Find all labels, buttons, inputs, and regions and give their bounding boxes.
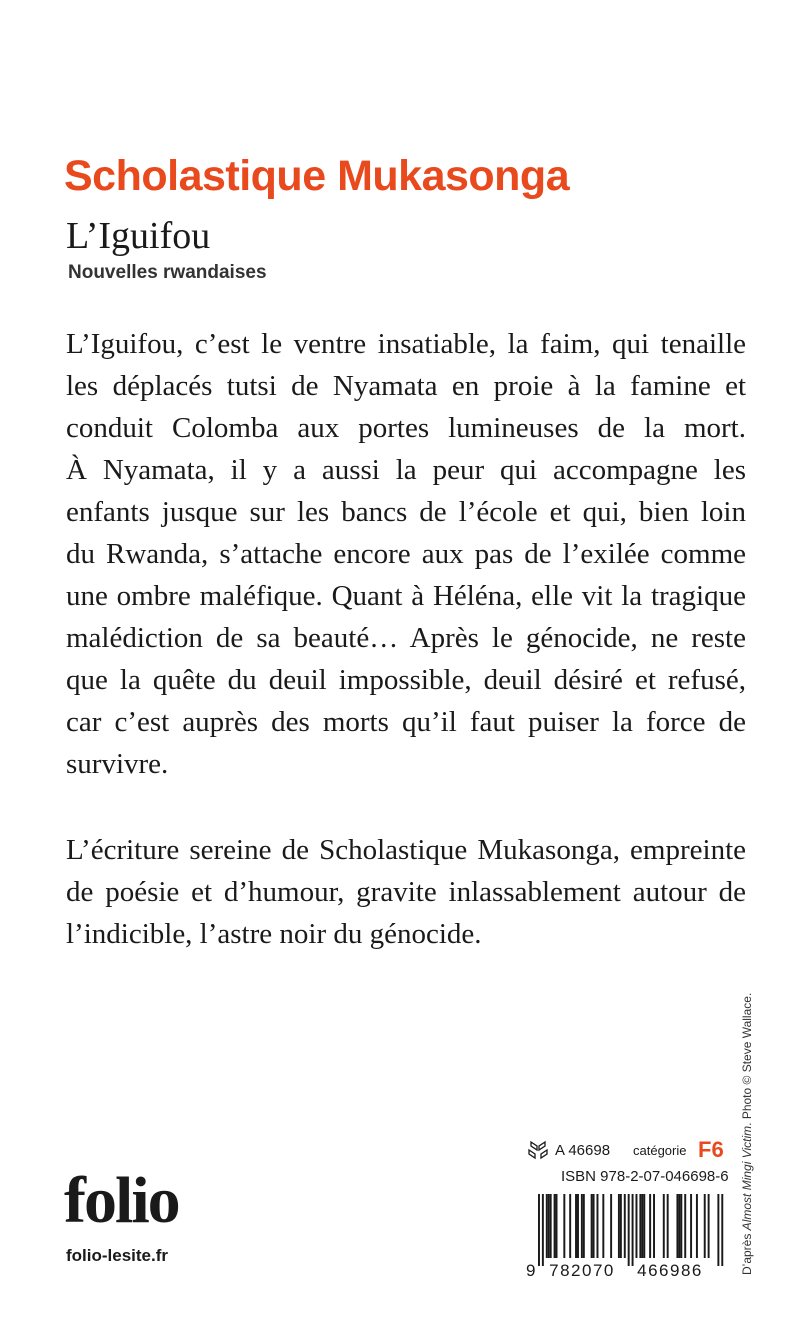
blurb-line: que la quête du deuil impossible, deuil désiré et refusé, <box>66 664 746 696</box>
barcode-bar <box>548 1194 550 1258</box>
folio-logo: folio <box>64 1164 179 1237</box>
barcode-bar <box>717 1194 719 1266</box>
barcode-right-digits: 466986 <box>637 1261 703 1280</box>
publisher-website: folio-lesite.fr <box>66 1246 169 1265</box>
blurb-paragraph-2 <box>66 829 746 955</box>
book-stack-icon <box>527 1140 549 1160</box>
blurb-line: conduit Colomba aux portes lumineuses de la mort. <box>66 412 746 444</box>
barcode-bar <box>632 1194 634 1266</box>
barcode-bar <box>546 1194 548 1258</box>
barcode-bar <box>639 1194 641 1258</box>
isbn: ISBN 978-2-07-046698-6 <box>561 1168 729 1185</box>
barcode-bar <box>696 1194 698 1258</box>
barcode-bar <box>581 1194 583 1258</box>
barcode-bar <box>538 1194 540 1266</box>
barcode-bar <box>628 1194 630 1266</box>
credit-work: Almost Mingi Victim <box>740 1125 754 1231</box>
blurb-line: de poésie et d’humour, gravite inlassablement autour de <box>66 876 746 908</box>
barcode-bar <box>684 1194 686 1258</box>
blurb-line: survivre. <box>66 748 169 780</box>
barcode-bar <box>663 1194 665 1258</box>
catalog-code: A 46698 <box>555 1142 611 1159</box>
barcode-bar <box>643 1194 645 1258</box>
barcode-bar <box>597 1194 599 1258</box>
barcode-graphic <box>524 1192 724 1282</box>
credit-prefix: D’après <box>740 1230 754 1275</box>
barcode-bar <box>620 1194 622 1258</box>
barcode <box>524 1192 724 1282</box>
barcode-bar <box>610 1194 612 1258</box>
barcode-bar <box>575 1194 577 1258</box>
barcode-bar <box>563 1194 565 1258</box>
blurb-line: l’indicible, l’astre noir du génocide. <box>66 918 482 950</box>
barcode-bar <box>704 1194 706 1258</box>
blurb-line: À Nyamata, il y a aussi la peur qui accompagne les <box>66 454 746 486</box>
category-label: catégorie <box>633 1143 687 1158</box>
barcode-bar <box>676 1194 678 1258</box>
barcode-bar <box>591 1194 593 1258</box>
category-value: F6 <box>698 1137 724 1162</box>
catalog-code-line <box>527 1137 722 1163</box>
barcode-bar <box>542 1194 544 1266</box>
blurb-paragraph-1 <box>66 323 746 785</box>
blurb-line: car c’est auprès des morts qu’il faut puiser la force de <box>66 706 746 738</box>
barcode-first-digit: 9 <box>526 1261 536 1280</box>
blurb-line: du Rwanda, s’attache encore aux pas de l’exilée comme <box>66 538 746 570</box>
barcode-bar <box>624 1194 626 1258</box>
barcode-bar <box>636 1194 638 1258</box>
barcode-bar <box>569 1194 571 1258</box>
barcode-bar <box>618 1194 620 1258</box>
blurb-line: une ombre maléfique. Quant à Héléna, elle vit la tragique <box>66 580 746 612</box>
barcode-bar <box>690 1194 692 1258</box>
barcode-left-digits: 782070 <box>549 1261 615 1280</box>
barcode-bar <box>667 1194 669 1258</box>
credit-suffix: . Photo © Steve Wallace. <box>740 992 754 1126</box>
book-subtitle: Nouvelles rwandaises <box>68 262 267 283</box>
barcode-bar <box>649 1194 651 1258</box>
blurb-line: L’Iguifou, c’est le ventre insatiable, la faim, qui tenaille <box>66 328 746 360</box>
book-title: L’Iguifou <box>66 215 211 257</box>
blurb-line: L’écriture sereine de Scholastique Mukasonga, empreinte <box>66 834 746 866</box>
blurb-line: les déplacés tutsi de Nyamata en proie à la famine et <box>66 370 746 402</box>
barcode-bar <box>550 1194 552 1258</box>
barcode-bar <box>680 1194 682 1258</box>
barcode-bar <box>678 1194 680 1258</box>
photo-credit <box>740 975 754 1275</box>
barcode-bar <box>593 1194 595 1258</box>
blurb-line: enfants jusque sur les bancs de l’école et qui, bien loin <box>66 496 746 528</box>
barcode-bar <box>556 1194 558 1258</box>
barcode-bar <box>708 1194 710 1258</box>
barcode-bar <box>721 1194 723 1266</box>
barcode-bar <box>641 1194 643 1258</box>
author-name: Scholastique Mukasonga <box>64 152 570 200</box>
barcode-bar <box>577 1194 579 1258</box>
barcode-bar <box>653 1194 655 1258</box>
barcode-bar <box>554 1194 556 1258</box>
barcode-bar <box>583 1194 585 1258</box>
blurb-line: malédiction de sa beauté… Après le génocide, ne reste <box>66 622 746 654</box>
barcode-bar <box>602 1194 604 1258</box>
